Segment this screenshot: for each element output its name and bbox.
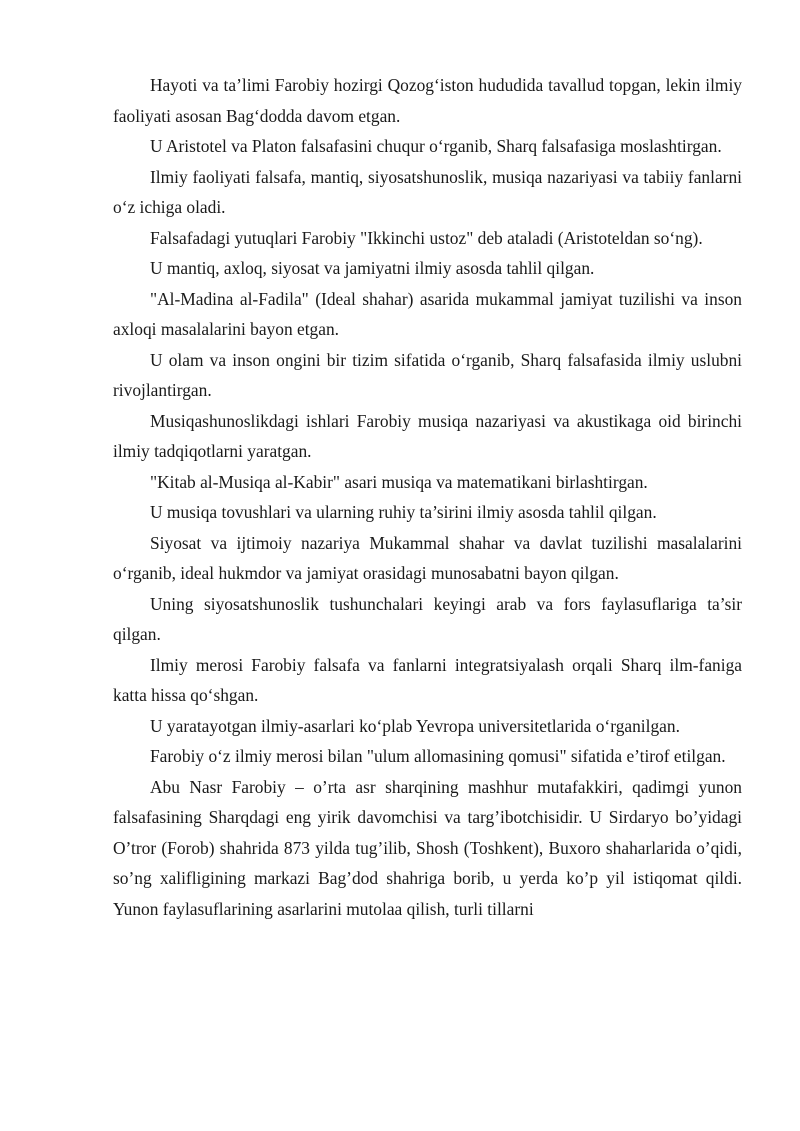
- paragraph-15: Farobiy o‘z ilmiy merosi bilan "ulum allomasining qomusi" sifatida e’tirof etilgan.: [150, 746, 726, 766]
- paragraph-7: U olam va inson ongini bir tizim sifatida o‘rganib, Sharq falsafasida ilmiy uslubni rivojlantirgan.: [113, 349, 742, 400]
- paragraph-13: Ilmiy merosi Farobiy falsafa va fanlarni integratsiyalash orqali Sharq ilm-faniga katta hissa qo‘shgan.: [113, 654, 742, 705]
- paragraph-9: "Kitab al-Musiqa al-Kabir" asari musiqa va matematikani birlashtirgan.: [150, 471, 648, 492]
- paragraph-16: Abu Nasr Farobiy – o’rta asr sharqining mashhur mutafakkiri, qadimgi yunon falsafasining Sharqdagi eng yirik davomchisi va targ’ibotchisidir. U Sirdaryo bo’yidagi O’tror (Forob) shahrida 873 yilda tug’ilib, Shosh (Toshkent), Buxoro shaharlarida o’qidi, so’ng xalifligining markazi Bag’dod shahriga borib, u yerda ko’p yil istiqomat qildi. Yunon faylasuflarining asarlarini mutolaa qilish, turli tillarni: [113, 776, 742, 919]
- paragraph-14: U yaratayotgan ilmiy-asarlari ko‘plab Yevropa universitetlarida o‘rganilgan.: [150, 715, 680, 736]
- paragraph-8: Musiqashunoslikdagi ishlari Farobiy musiqa nazariyasi va akustikaga oid birinchi ilmiy tadqiqotlarni yaratgan.: [113, 410, 742, 461]
- paragraph-6: "Al-Madina al-Fadila" (Ideal shahar) asarida mukammal jamiyat tuzilishi va inson axloqi masalalarini bayon etgan.: [113, 288, 742, 339]
- paragraph-1: Hayoti va ta’limi Farobiy hozirgi Qozog‘iston hududida tavallud topgan, lekin ilmiy faoliyati asosan Bag‘dodda davom etgan.: [113, 75, 742, 126]
- paragraph-4: Falsafadagi yutuqlari Farobiy "Ikkinchi ustoz" deb ataladi (Aristoteldan so‘ng).: [150, 227, 703, 248]
- paragraph-3: Ilmiy faoliyati falsafa, mantiq, siyosatshunoslik, musiqa nazariyasi va tabiiy fanlarni o‘z ichiga oladi.: [113, 166, 742, 217]
- document-body: [113, 70, 742, 924]
- paragraph-5: U mantiq, axloq, siyosat va jamiyatni ilmiy asosda tahlil qilgan.: [150, 258, 595, 278]
- paragraph-10: U musiqa tovushlari va ularning ruhiy ta’sirini ilmiy asosda tahlil qilgan.: [150, 502, 657, 522]
- paragraph-2: U Aristotel va Platon falsafasini chuqur o‘rganib, Sharq falsafasiga moslashtirgan.: [150, 136, 722, 156]
- paragraph-12: Uning siyosatshunoslik tushunchalari keyingi arab va fors faylasuflariga ta’sir qilgan.: [113, 593, 742, 644]
- paragraph-11: Siyosat va ijtimoiy nazariya Mukammal shahar va davlat tuzilishi masalalarini o‘rganib, ideal hukmdor va jamiyat orasidagi munosabatni bayon qilgan.: [113, 532, 742, 583]
